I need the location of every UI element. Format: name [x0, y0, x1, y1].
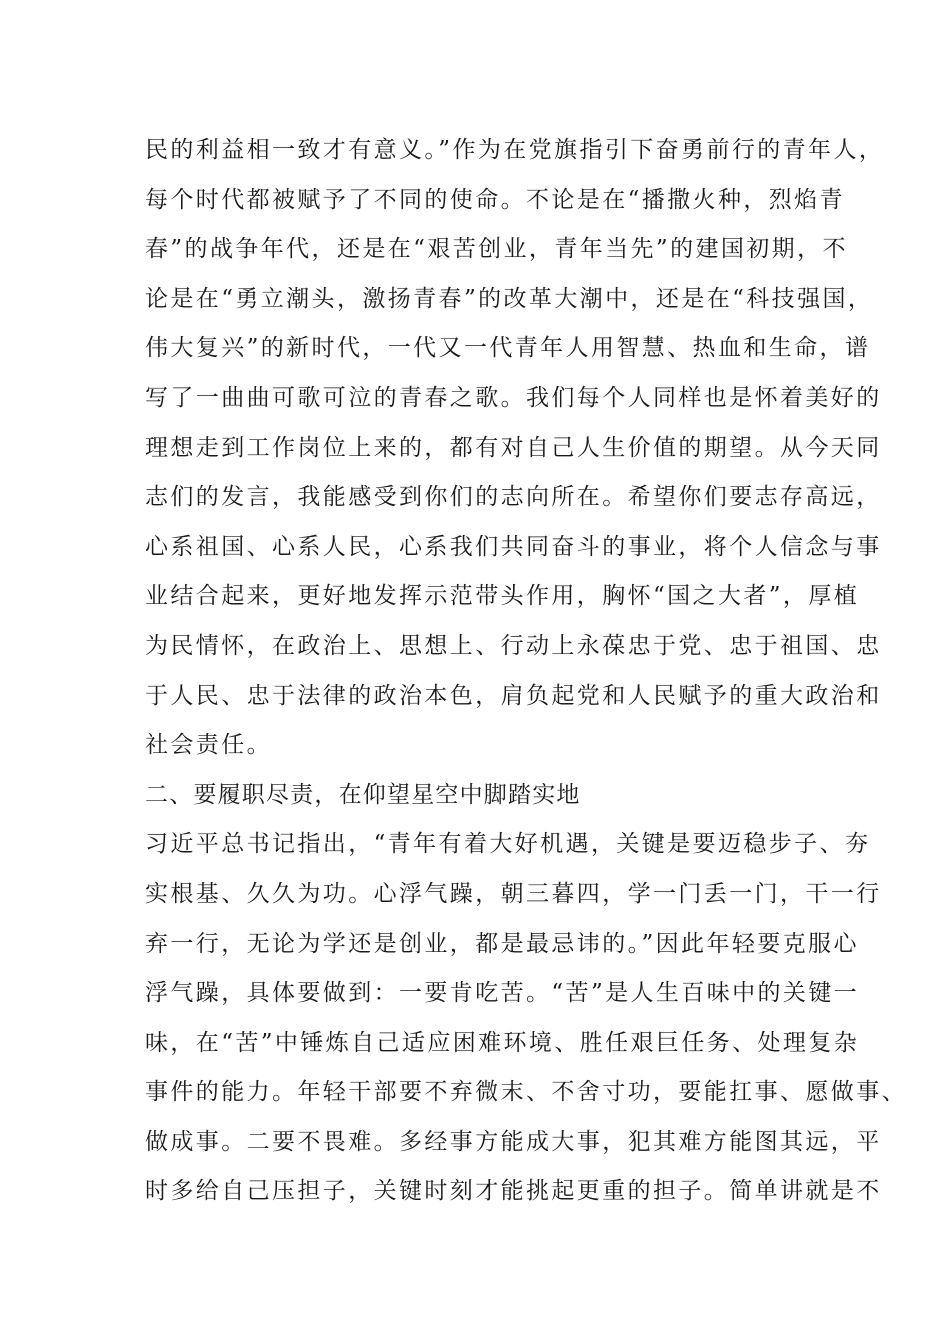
text-line: 做成事。二要不畏难。多经事方能成大事，犯其难方能图其远，平: [145, 1128, 882, 1155]
text-line: 志们的发言，我能感受到你们的志向所在。希望你们要志存高远，: [145, 484, 882, 511]
text-line: 习近平总书记指出，“青年有着大好机遇，关键是要迈稳步子、夯: [145, 831, 871, 858]
text-line: 论是在“勇立潮头，激扬青春”的改革大潮中，还是在“科技强国，: [145, 285, 874, 312]
section-heading: 二、要履职尽责，在仰望星空中脚踏实地: [145, 781, 581, 808]
text-line: 每个时代都被赋予了不同的使命。不论是在“播撒火种，烈焰青: [145, 186, 845, 213]
text-line: 心系祖国、心系人民，心系我们共同奋斗的事业，将个人信念与事: [145, 533, 882, 560]
text-line: 事件的能力。年轻干部要不弃微末、不舍寸功，要能扛事、愿做事、: [145, 1079, 907, 1106]
text-line: 春”的战争年代，还是在“艰苦创业，青年当先”的建国初期，不: [145, 236, 848, 263]
text-line: 弃一行，无论为学还是创业，都是最忌讳的。”因此年轻要克服心: [145, 930, 859, 957]
text-line: 味，在“苦”中锤炼自己适应困难环境、胜任艰巨任务、处理复杂: [145, 1029, 860, 1056]
text-line: 于人民、忠于法律的政治本色，肩负起党和人民赋予的重大政治和: [145, 682, 882, 709]
text-line: 时多给自己压担子，关键时刻才能挑起更重的担子。简单讲就是不: [145, 1178, 882, 1205]
text-line: 理想走到工作岗位上来的，都有对自己人生价值的期望。从今天同: [145, 434, 882, 461]
text-line: 伟大复兴”的新时代，一代又一代青年人用智慧、热血和生命，谱: [145, 335, 871, 362]
text-line: 浮气躁，具体要做到：一要肯吃苦。“苦”是人生百味中的关键一: [145, 980, 860, 1007]
text-line: 实根基、久久为功。心浮气躁，朝三暮四，学一门丢一门，干一行: [145, 880, 882, 907]
text-line: 民的利益相一致才有意义。”作为在党旗指引下奋勇前行的青年人，: [145, 137, 885, 163]
text-line: 社会责任。: [145, 732, 272, 759]
text-line: 业结合起来，更好地发挥示范带头作用，胸怀“国之大者”，厚植: [145, 583, 860, 610]
body-text: [145, 126, 907, 1217]
text-line: 写了一曲曲可歌可泣的青春之歌。我们每个人同样也是怀着美好的: [145, 384, 882, 411]
text-line: 为民情怀，在政治上、思想上、行动上永葆忠于党、忠于祖国、忠: [145, 632, 882, 659]
